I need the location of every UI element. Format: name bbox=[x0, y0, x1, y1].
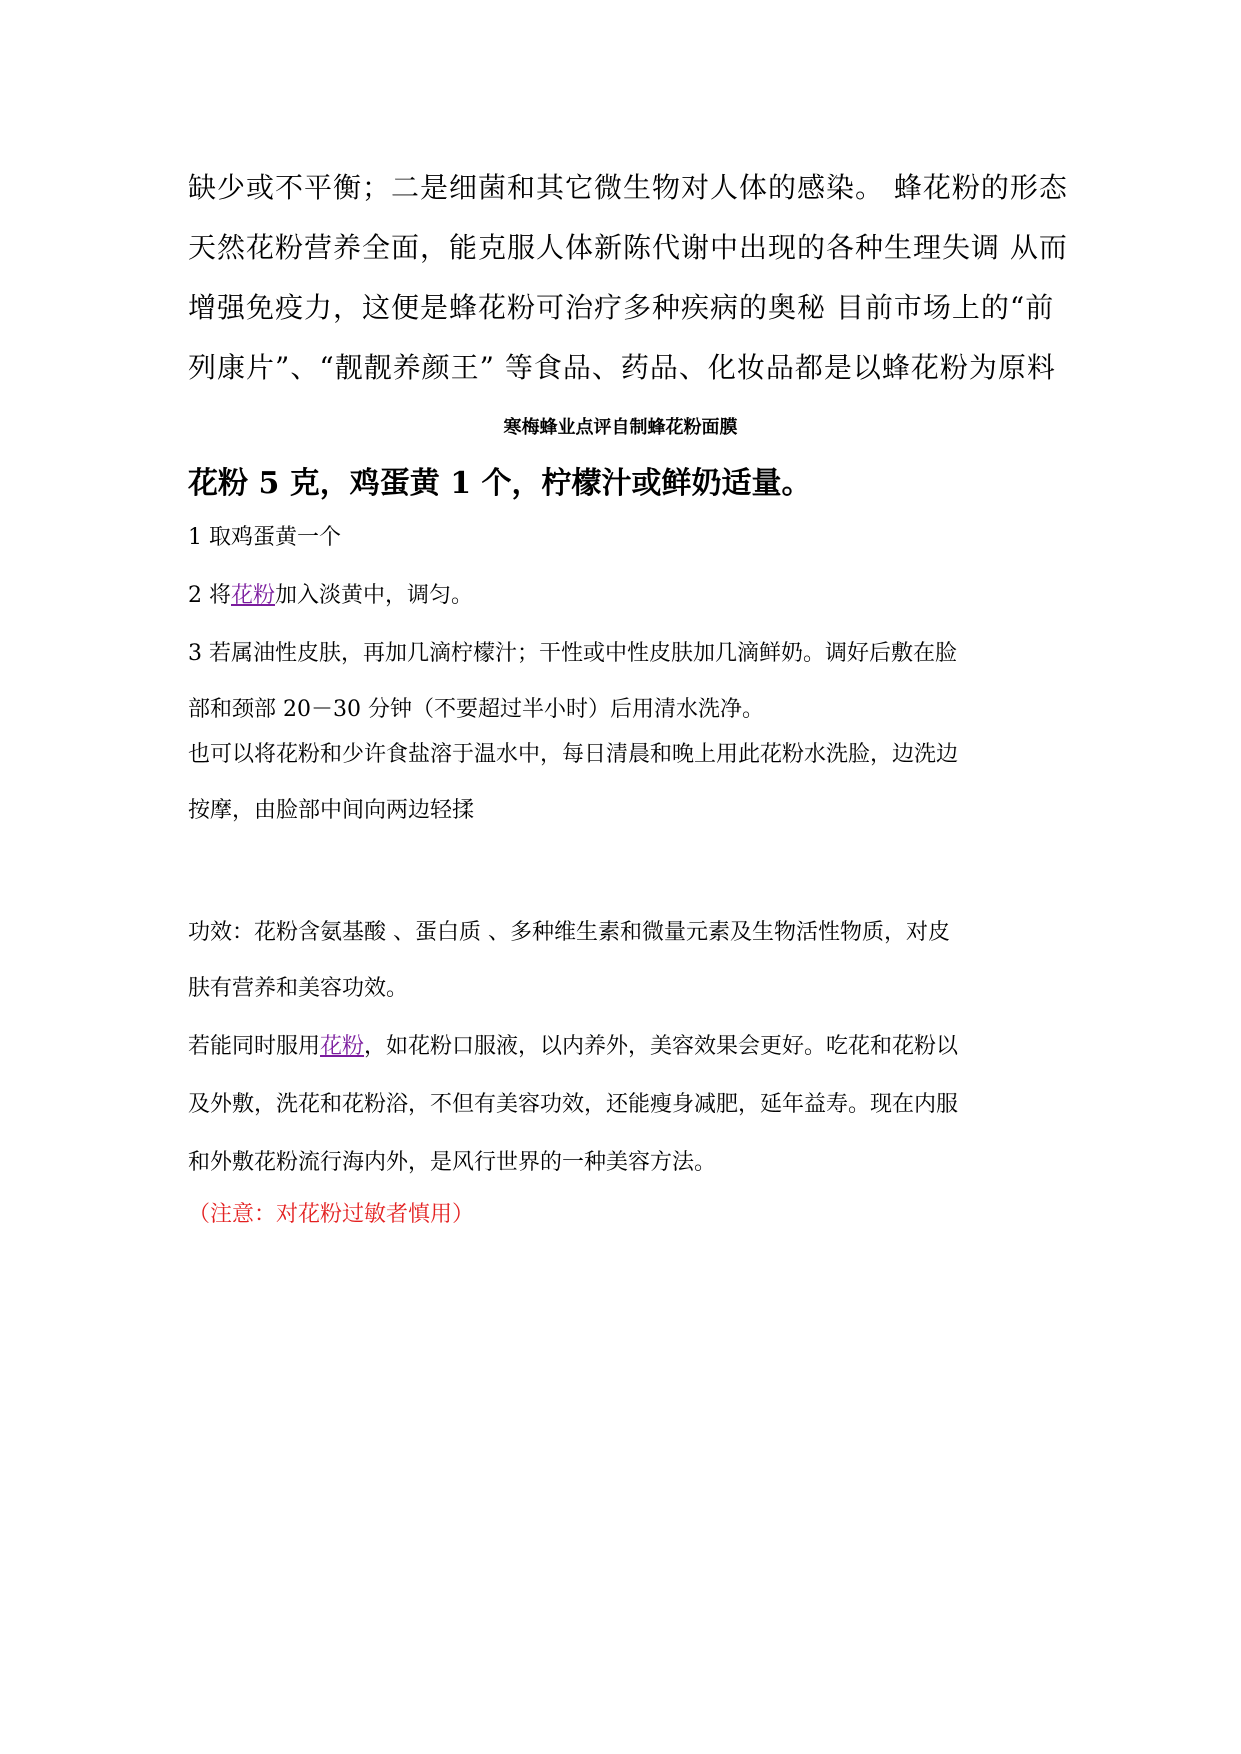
step-2-suffix: 加入淡黄中，调匀。 bbox=[275, 583, 474, 608]
intro-line: 缺少或不平衡；二是细菌和其它微生物对人体的感染。 蜂花粉的形态 bbox=[188, 171, 1068, 204]
pollen-link[interactable]: 花粉 bbox=[320, 1034, 365, 1059]
internal-line-3: 和外敷花粉流行海内外，是风行世界的一种美容方法。 bbox=[188, 1150, 717, 1175]
alternative-line-2: 按摩，由脸部中间向两边轻揉 bbox=[188, 798, 475, 823]
internal-use-paragraph bbox=[188, 1032, 1068, 1178]
pollen-link[interactable]: 花粉 bbox=[231, 583, 276, 608]
caution-note bbox=[188, 1200, 1068, 1230]
internal-line-1-suffix: ，如花粉口服液，以内养外，美容效果会更好。吃花和花粉以 bbox=[364, 1034, 959, 1059]
efficacy-paragraph bbox=[188, 918, 1068, 1004]
intro-line: 列康片”、“靓靓养颜王” 等食品、药品、化妆品都是以蜂花粉为原料 bbox=[188, 351, 1056, 384]
intro-paragraph bbox=[188, 158, 1068, 398]
alternative-line-1: 也可以将花粉和少许食盐溶于温水中，每日清晨和晚上用此花粉水洗脸，边洗边 bbox=[188, 742, 959, 767]
intro-line: 天然花粉营养全面，能克服人体新陈代谢中出现的各种生理失调 从而 bbox=[188, 231, 1068, 264]
alternative-paragraph bbox=[188, 740, 1068, 826]
page-title: 寒梅蜂业点评自制蜂花粉面膜 bbox=[503, 417, 738, 438]
step-3-line-2: 部和颈部 20－30 分钟（不要超过半小时）后用清水洗净。 bbox=[188, 697, 764, 722]
efficacy-line-2: 肤有营养和美容功效。 bbox=[188, 976, 409, 1001]
efficacy-line-1: 功效：花粉含氨基酸 、蛋白质 、多种维生素和微量元素及生物活性物质，对皮 bbox=[188, 920, 950, 945]
step-2 bbox=[188, 581, 1068, 611]
internal-line-1-prefix: 若能同时服用 bbox=[188, 1034, 321, 1059]
intro-line: 增强免疫力，这便是蜂花粉可治疗多种疾病的奥秘 目前市场上的“前 bbox=[188, 291, 1055, 324]
step-2-prefix: 2 将 bbox=[188, 583, 231, 608]
step-3-line-1: 3 若属油性皮肤，再加几滴柠檬汁；干性或中性皮肤加几滴鲜奶。调好后敷在脸 bbox=[188, 641, 957, 666]
steps-list bbox=[188, 523, 1068, 725]
internal-line-2: 及外敷，洗花和花粉浴，不但有美容功效，还能瘦身减肥，延年益寿。现在内服 bbox=[188, 1092, 959, 1117]
internal-line-1 bbox=[188, 1032, 1068, 1062]
ingredients-heading: 花粉 5 克，鸡蛋黄 1 个，柠檬汁或鲜奶适量。 bbox=[188, 466, 812, 501]
step-1: 1 取鸡蛋黄一个 bbox=[188, 525, 341, 550]
caution-text: （注意：对花粉过敏者慎用） bbox=[188, 1202, 475, 1227]
